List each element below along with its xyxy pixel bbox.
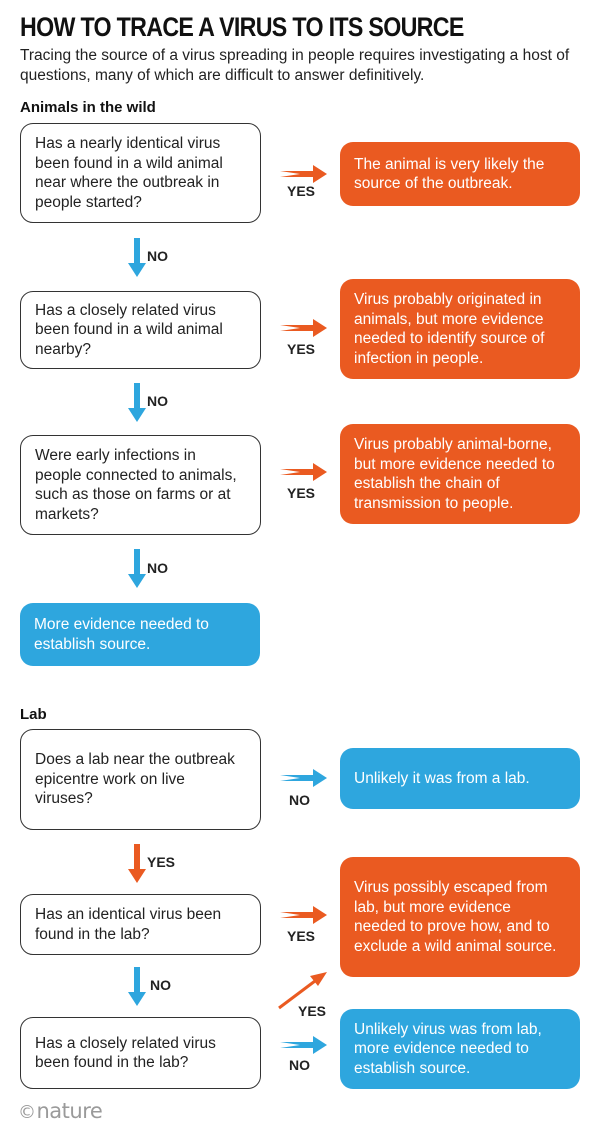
question-wild-early-infections: Were early infections in people connected to animals, such as those on farms or at markets? [20, 435, 261, 535]
question-lab-closely-related: Has a closely related virus been found in the lab? [20, 1017, 261, 1089]
nature-logo [18, 1099, 102, 1123]
question-wild-closely-related: Has a closely related virus been found in a wild animal nearby? [20, 291, 261, 369]
arrow-no-wild-3 [128, 549, 146, 588]
arrow-yes-wild-2 [280, 319, 327, 337]
result-possibly-escaped-lab: Virus possibly escaped from lab, but more evidence needed to prove how, and to exclude a wild animal source. [340, 857, 580, 977]
label-yes-wild-3: YES [287, 485, 316, 501]
label-yes-lab-1: YES [147, 854, 176, 870]
label-yes-wild-1: YES [287, 183, 316, 199]
page-title: HOW TO TRACE A VIRUS TO ITS SOURCE [20, 12, 464, 42]
result-unlikely-from-lab: Unlikely it was from a lab. [340, 748, 580, 809]
arrow-no-wild-2 [128, 383, 146, 422]
label-no-wild-1: NO [147, 248, 168, 264]
result-probably-animal-origin: Virus probably originated in animals, but more evidence needed to identify source of infection in people. [340, 279, 580, 379]
section-heading-wild: Animals in the wild [20, 99, 156, 116]
page-subtitle: Tracing the source of a virus spreading in people requires investigating a host of questions, many of which are difficult to answer definitively. [20, 47, 570, 84]
arrow-no-lab-2 [128, 967, 146, 1006]
copyright-symbol: © [18, 1102, 36, 1123]
logo-text: nature [36, 1099, 103, 1123]
question-lab-identical-virus: Has an identical virus been found in the lab? [20, 894, 261, 955]
arrow-no-lab-1 [280, 769, 327, 787]
label-no-wild-2: NO [147, 393, 168, 409]
arrow-no-lab-3 [280, 1036, 327, 1054]
arrow-yes-lab-2 [280, 906, 327, 924]
label-yes-lab-2: YES [287, 928, 316, 944]
result-more-evidence-needed: More evidence needed to establish source. [20, 603, 260, 666]
result-unlikely-more-evidence: Unlikely virus was from lab, more evidence needed to establish source. [340, 1009, 580, 1089]
section-heading-lab: Lab [20, 706, 47, 723]
question-wild-nearly-identical: Has a nearly identical virus been found in a wild animal near where the outbreak in people started? [20, 123, 261, 223]
result-probably-animal-borne: Virus probably animal-borne, but more evidence needed to establish the chain of transmission to people. [340, 424, 580, 524]
arrow-yes-wild-1 [280, 165, 327, 183]
arrow-yes-wild-3 [280, 463, 327, 481]
label-yes-lab-3: YES [298, 1003, 327, 1019]
arrow-yes-lab-1 [128, 844, 146, 883]
label-no-wild-3: NO [147, 560, 168, 576]
result-animal-likely-source: The animal is very likely the source of the outbreak. [340, 142, 580, 206]
label-no-lab-1: NO [289, 792, 310, 808]
label-no-lab-2: NO [150, 977, 171, 993]
question-lab-live-viruses: Does a lab near the outbreak epicentre work on live viruses? [20, 729, 261, 830]
arrow-no-wild-1 [128, 238, 146, 277]
label-yes-wild-2: YES [287, 341, 316, 357]
label-no-lab-3: NO [289, 1057, 310, 1073]
